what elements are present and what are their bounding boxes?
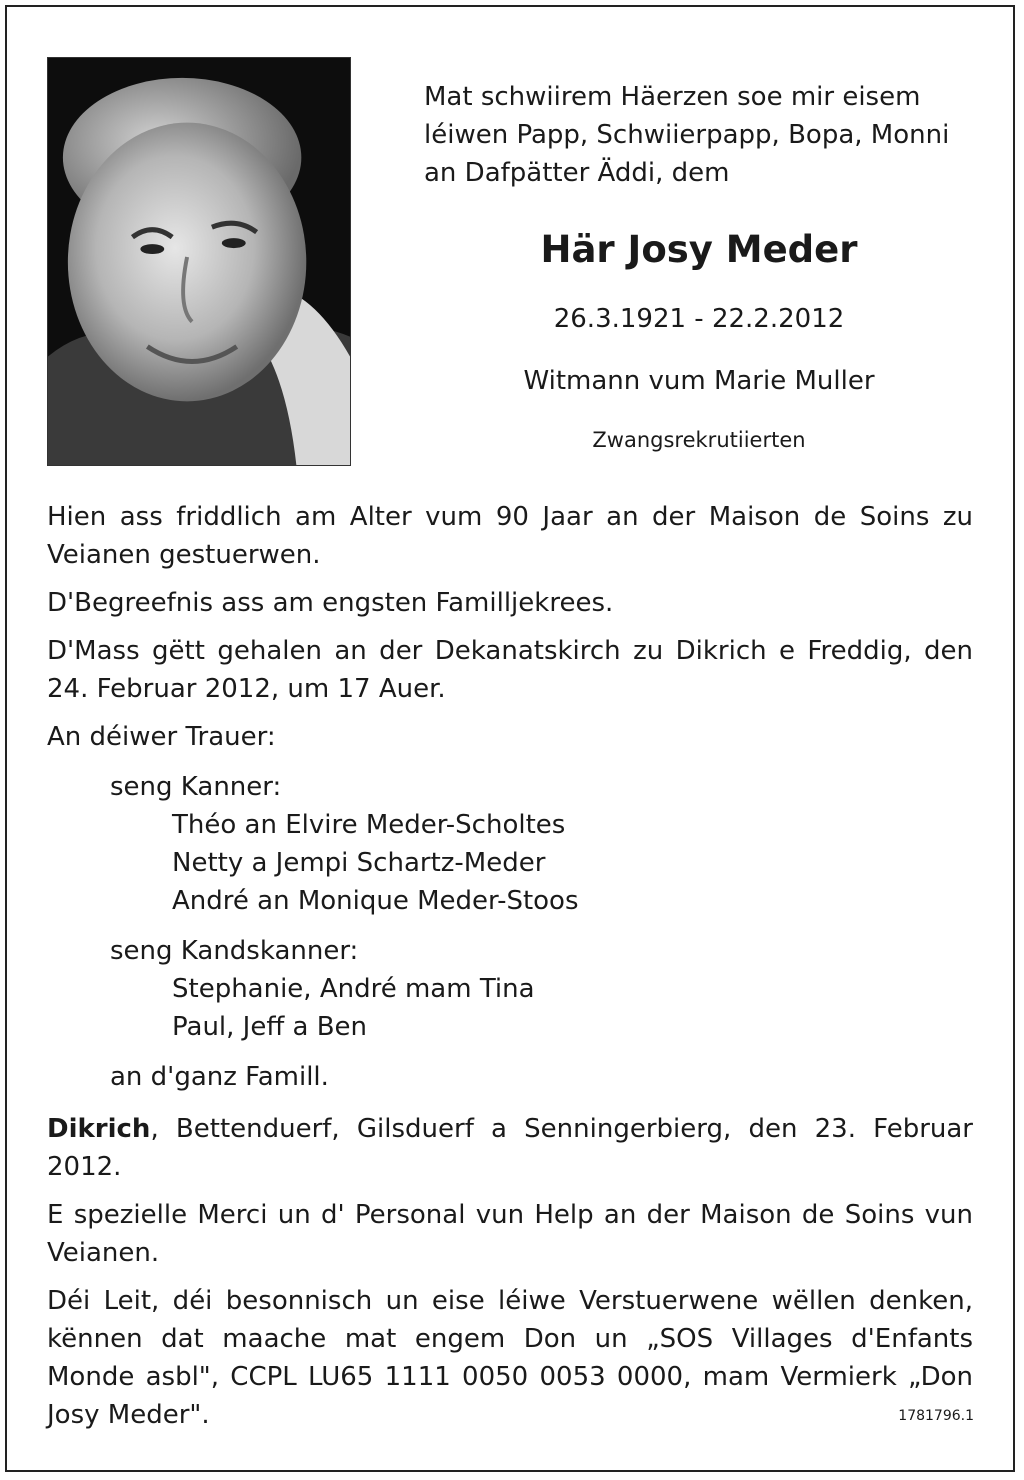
place-date xyxy=(47,1110,973,1186)
donation-note: Déi Leit, déi besonnisch un eise léiwe Verstuerwene wëllen denken, kënnen dat maache mat engem Don un „SOS Villages d'Enfants Monde asbl", CCPL LU65 1111 0050 0053 0000, mam Vermierk „Don Josy Meder". xyxy=(47,1286,973,1430)
death-notice: Hien ass friddlich am Alter vum 90 Jaar an der Maison de Soins zu Veianen gestuerwen. xyxy=(47,502,973,570)
mourning-intro: An déiwer Trauer: xyxy=(47,722,276,752)
burial-note: D'Begreefnis ass am engsten Familljekrees. xyxy=(47,588,614,618)
child-entry: André an Monique Meder-Stoos xyxy=(172,886,579,916)
intro-line: léiwen Papp, Schwiierpapp, Bopa, Monni xyxy=(424,120,950,150)
grandchildren-label: seng Kandskanner: xyxy=(110,936,359,966)
grandchild-entry: Paul, Jeff a Ben xyxy=(172,1012,368,1042)
family-note: an d'ganz Famill. xyxy=(110,1062,329,1092)
thanks-note: E spezielle Merci un d' Personal vun Help an der Maison de Soins vun Veianen. xyxy=(47,1200,973,1268)
widower-of: Witmann vum Marie Muller xyxy=(523,366,875,396)
place-bold: Dikrich xyxy=(47,1114,151,1144)
intro-line: an Dafpätter Äddi, dem xyxy=(424,158,730,188)
reference-number: 1781796.1 xyxy=(898,1408,974,1424)
notice-body xyxy=(47,498,973,1444)
status-note: Zwangsrekrutiierten xyxy=(592,428,806,452)
grandchild-entry: Stephanie, André mam Tina xyxy=(172,974,535,1004)
place-rest: , Bettenduerf, Gilsduerf a Senningerbierg, den 23. Februar 2012. xyxy=(47,1114,973,1182)
mass-note: D'Mass gëtt gehalen an der Dekanatskirch zu Dikrich e Freddig, den 24. Februar 2012, um 17 Auer. xyxy=(47,636,973,704)
children-label: seng Kanner: xyxy=(110,772,282,802)
intro-line: Mat schwiirem Häerzen soe mir eisem xyxy=(424,82,921,112)
deceased-name: Här Josy Meder xyxy=(540,228,858,271)
intro-text xyxy=(424,78,974,192)
child-entry: Netty a Jempi Schartz-Meder xyxy=(172,848,546,878)
child-entry: Théo an Elvire Meder-Scholtes xyxy=(172,810,566,840)
portrait-photo xyxy=(47,57,351,466)
life-dates: 26.3.1921 - 22.2.2012 xyxy=(553,304,845,334)
